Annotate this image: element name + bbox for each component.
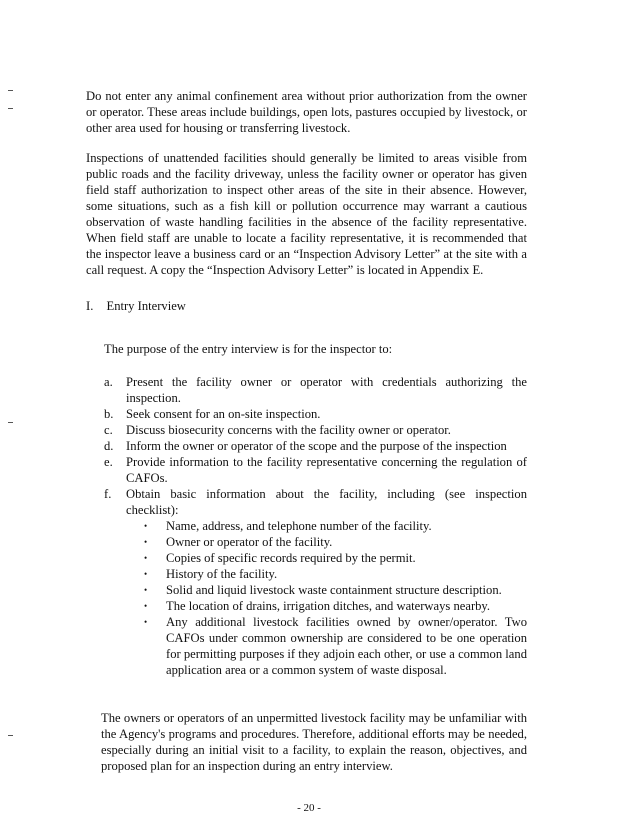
list-item <box>104 422 527 438</box>
list-item <box>104 438 527 454</box>
list-marker: c. <box>104 423 113 437</box>
list-text: Inform the owner or operator of the scope and the purpose of the inspection <box>126 439 507 453</box>
paragraph-unattended: Inspections of unattended facilities should generally be limited to areas visible from public roads and the facility driveway, unless the facility owner or operator has given field staff authorization to inspect other areas of the site in their absence. However, some situations, such as a fish kill or pollution occurrence may warrant a cautious observation of waste handling facilities in the absence of the facility representative. When field staff are unable to locate a facility representative, it is recommended that the inspector leave a business card or an “Inspection Advisory Letter” at the site with a call request. A copy the “Inspection Advisory Letter” is located in Appendix E. <box>86 151 527 277</box>
bullet-item <box>144 550 527 566</box>
list-text: Provide information to the facility representative concerning the regulation of CAFOs. <box>126 455 527 485</box>
bullet-icon: • <box>144 617 148 627</box>
bullet-text: Copies of specific records required by the permit. <box>166 551 416 565</box>
bullet-icon: • <box>144 537 148 547</box>
bullet-icon: • <box>144 585 148 595</box>
list-marker: f. <box>104 487 112 501</box>
bullet-item <box>144 566 527 582</box>
list-marker: d. <box>104 439 114 453</box>
bullet-text: History of the facility. <box>166 567 278 581</box>
list-text: Discuss biosecurity concerns with the facility owner or operator. <box>126 423 451 437</box>
bullet-item <box>144 534 527 550</box>
bullet-item <box>144 614 527 678</box>
list-item <box>104 374 527 406</box>
bullet-icon: • <box>144 569 148 579</box>
bullet-item <box>144 518 527 534</box>
section-number: I. <box>86 299 94 313</box>
paragraph-unpermitted: The owners or operators of an unpermitted livestock facility may be unfamiliar with the Agency's programs and procedures. Therefore, additional efforts may be needed, especially during an initial visit to a facility, to explain the reason, objectives, and proposed plan for an inspection during an entry interview. <box>101 711 527 773</box>
list-text: Present the facility owner or operator with credentials authorizing the inspection. <box>126 375 527 405</box>
list-marker: b. <box>104 407 114 421</box>
page-number: - 20 - <box>297 802 321 814</box>
list-marker: a. <box>104 375 113 389</box>
bullet-text: Any additional livestock facilities owned by owner/operator. Two CAFOs under common ownership are considered to be one operation for permitting purposes if they adjoin each other, or use a common land application area or a common system of waste disposal. <box>166 615 527 677</box>
bullet-text: Solid and liquid livestock waste containment structure description. <box>166 583 502 597</box>
bullet-item <box>144 582 527 598</box>
list-text: Seek consent for an on-site inspection. <box>126 407 321 421</box>
purpose-list <box>104 374 527 678</box>
bullet-icon: • <box>144 601 148 611</box>
paragraph-access: Do not enter any animal confinement area without prior authorization from the owner or operator. These areas include buildings, open lots, pastures occupied by livestock, or other area used for housing or transferring livestock. <box>86 89 527 135</box>
bullet-item <box>144 598 527 614</box>
intro-text: The purpose of the entry interview is for the inspector to: <box>104 342 393 356</box>
bullet-text: Name, address, and telephone number of the facility. <box>166 519 432 533</box>
list-text: Obtain basic information about the facility, including (see inspection checklist): <box>126 487 527 517</box>
list-marker: e. <box>104 455 113 469</box>
section-title: Entry Interview <box>106 299 186 313</box>
list-item <box>104 486 527 518</box>
bullet-icon: • <box>144 521 148 531</box>
section-heading <box>86 298 527 314</box>
bullet-icon: • <box>144 553 148 563</box>
bullet-text: Owner or operator of the facility. <box>166 535 333 549</box>
list-item <box>104 454 527 486</box>
bullet-text: The location of drains, irrigation ditches, and waterways nearby. <box>166 599 491 613</box>
list-item <box>104 406 527 422</box>
bullet-list <box>144 518 527 678</box>
